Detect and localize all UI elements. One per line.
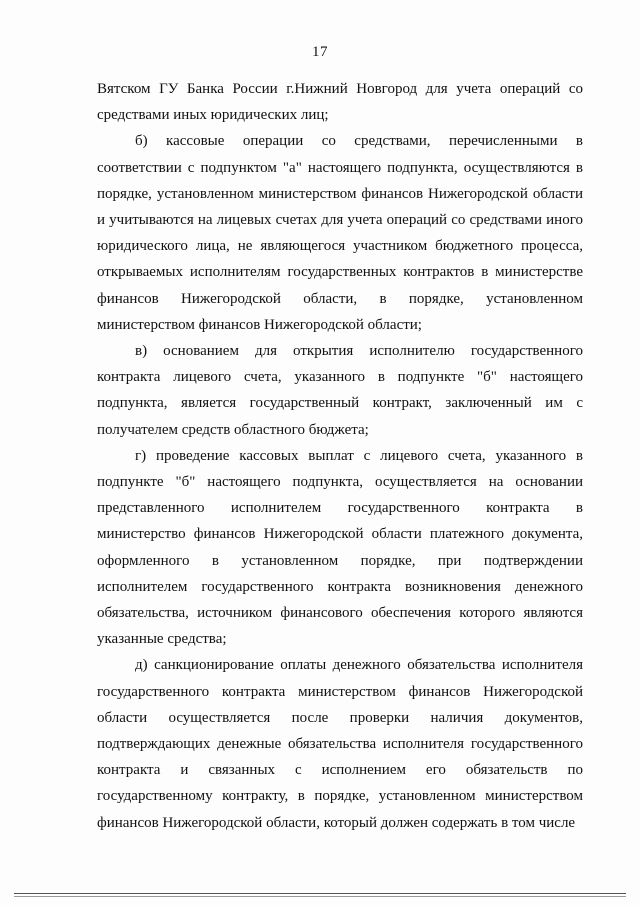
paragraph-continuation: Вятском ГУ Банка России г.Нижний Новгород для учета операций со средствами иных юридических лиц;: [97, 81, 583, 124]
page-number: 17: [312, 44, 328, 60]
paragraph-b: б) кассовые операции со средствами, перечисленными в соответствии с подпунктом "а" настоящего подпункта, осуществляются в порядке, установленном министерством финансов Нижегородской области и учитываются на лицевых счетах для учета операций со средствами иного юридического лица, не являющегося участником бюджетного процесса, открываемых исполнителям государственных контрактов в министерстве финансов Нижегородской области, в порядке, установленном министерством финансов Нижегородской области;: [97, 133, 583, 333]
scan-edge-line: [14, 893, 626, 894]
document-body: [97, 76, 583, 836]
paragraph-d: д) санкционирование оплаты денежного обязательства исполнителя государственного контракта министерством финансов Нижегородской области осуществляется после проверки наличия документов, подтверждающих денежные обязательства исполнителя государственного контракта и связанных с исполнением его обязательств по государственному контракту, в порядке, установленном министерством финансов Нижегородской области, который должен содержать в том числе: [97, 657, 583, 831]
scan-edge-line-secondary: [14, 896, 626, 897]
paragraph-v: в) основанием для открытия исполнителю государственного контракта лицевого счета, указанного в подпункте "б" настоящего подпункта, является государственный контракт, заключенный им с получателем средств областного бюджета;: [97, 343, 583, 438]
paragraph-g: г) проведение кассовых выплат с лицевого счета, указанного в подпункте "б" настоящего подпункта, осуществляется на основании представленного исполнителем государственного контракта в министерство финансов Нижегородской области платежного документа, оформленного в установленном порядке, при подтверждении исполнителем государственного контракта возникновения денежного обязательства, источником финансового обеспечения которого являются указанные средства;: [97, 447, 583, 648]
